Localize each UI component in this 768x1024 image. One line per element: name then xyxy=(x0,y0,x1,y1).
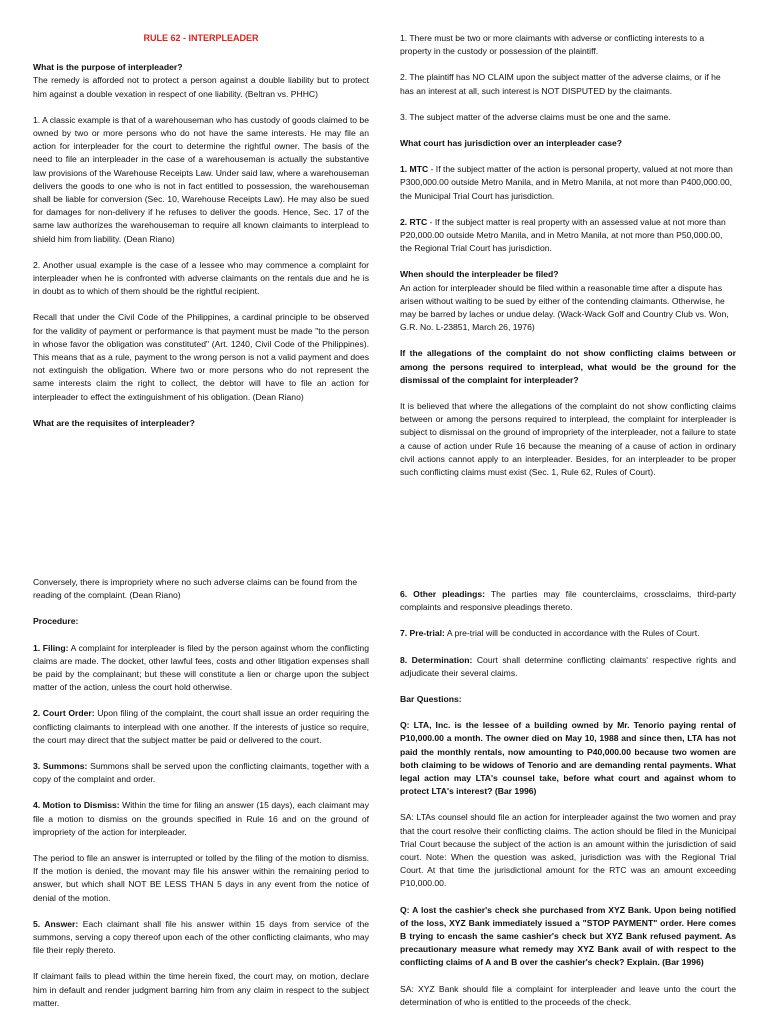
page1-left-column xyxy=(33,32,369,430)
pre-trial-text: A pre-trial will be conducted in accordance with the Rules of Court. xyxy=(444,628,700,639)
summons-text: Summons shall be served upon the conflicting claimants, together with a copy of the complaint and order. xyxy=(33,761,369,785)
bar-answer-2: SA: XYZ Bank should file a complaint for interpleader and leave unto the court the determination of who is entitled to the proceeds of the check. xyxy=(400,983,736,1007)
other-pleadings-label: 6. Other pleadings: xyxy=(400,589,486,599)
court-order-text: Upon filing of the complaint, the court shall issue an order requiring the conflicting claimants to interplead with one another. If the interests of justice so require, the court may direct that the subject matter be paid or delivered to the court. xyxy=(33,708,369,745)
summons-label: 3. Summons: xyxy=(33,761,88,772)
rtc-text: - If the subject matter is real property with an assessed value at not more than P20,000.00 outside Metro Manila, and in Metro Manila, at not more than P50,000.00, the Regional Trial Court has jurisdiction. xyxy=(400,216,726,254)
filing-label: 1. Filing: xyxy=(33,642,69,653)
requisite-1: 1. There must be two or more claimants with adverse or conflicting interests to a property in the custody or possession of the plaintiff. xyxy=(400,33,705,57)
page2-left-column xyxy=(33,576,369,1023)
other-pleadings-text: The parties may file counterclaims, crossclaims, third-party complaints and responsive pleadings thereto. xyxy=(400,589,736,613)
step-pre-trial xyxy=(400,627,736,640)
requisite-2: 2. The plaintiff has NO CLAIM upon the subject matter of the adverse claims, or if he has an interest at all, such interest is NOT DISPUTED by the claimants. xyxy=(400,72,721,96)
civil-code-paragraph: Recall that under the Civil Code of the Philippines, a cardinal principle to be observed for the validity of payment or performance is that payment must be made "to the person in whose favor the obligation was constituted" (Art. 1240, Civil Code of the Philippines). This means that as a rule, payment to the wrong person is not a valid payment and does not extinguish the obligation. Where two or more persons who do not represent the same interests claim the right to collect, the debtor will have to file an action for interpleader to effect the extinguishment of his obligation. (Dean Riano) xyxy=(33,312,369,402)
mtc-text: - If the subject matter of the action is personal property, valued at not more than P300,000.00 outside Metro Manila, and in Metro Manila, at not more than P400,000.00, the Municipal Trial Court has jurisdiction. xyxy=(400,164,733,201)
page1-right-column xyxy=(400,32,736,492)
bar-question-2: Q: A lost the cashier's check she purchased from XYZ Bank. Upon being notified of the loss, XYZ Bank immediately issued a "STOP PAYMENT" order. Here comes B trying to encash the same cashier's check but XYZ Bank refused payment. As precautionary measure what remedy may XYZ Bank avail of with respect to the conflicting claims of A and B over the cashier's check? Explain. (Bar 1996) xyxy=(400,904,736,968)
default-paragraph: If claimant fails to plead within the time herein fixed, the court may, on motion, declare him in default and render judgment barring him from any claim in respect to the subject matter. xyxy=(33,971,369,1008)
purpose-answer: The remedy is afforded not to protect a person against a double liability but to protect him against a double vexation in respect of one liability. (Beltran vs. PHHC) xyxy=(33,75,369,99)
pre-trial-label: 7. Pre-trial: xyxy=(400,628,445,639)
rtc-jurisdiction xyxy=(400,216,736,256)
mtc-jurisdiction xyxy=(400,163,736,203)
when-question: When should the interpleader be filed? xyxy=(400,269,559,280)
dismissal-answer: It is believed that where the allegations of the complaint do not show conflicting claims between or among the persons required to interplead, the complaint for interpleader is subject to dismissal on the ground of impropriety of the interpleader, not a failure to state a cause of action under Rule 16 because the meaning of a cause of action in ordinary civil actions cannot apply to an interpleader. Besides, for an interpleader to be proper such conflicting claims must exist (Sec. 1, Rule 62, Rules of Court). xyxy=(400,401,736,478)
mtc-label: 1. MTC xyxy=(400,164,429,175)
step-other-pleadings xyxy=(400,588,736,614)
determination-label: 8. Determination: xyxy=(400,654,473,665)
procedure-heading: Procedure: xyxy=(33,616,79,627)
period-paragraph: The period to file an answer is interrupted or tolled by the filing of the motion to dismiss. If the motion is denied, the movant may file his answer within the remaining period to answer, but which shall NOT BE LESS THAN 5 days in any event from the notice of denial of the motion. xyxy=(33,853,369,903)
motion-text: Within the time for filing an answer (15 days), each claimant may file a motion to dismiss on the grounds specified in Rule 16 and on the ground of impropriety of the action for interpleader. xyxy=(33,800,370,837)
conversely-paragraph: Conversely, there is impropriety where no such adverse claims can be found from the reading of the complaint. (Dean Riano) xyxy=(33,577,358,601)
warehouseman-paragraph: 1. A classic example is that of a warehouseman who has custody of goods claimed to be owned by two or more persons who do not have the same interests. He may file an action for interpleader for the court to determine the rightful owner. The basis of the need to file an interpleader in the case of a warehouseman is actually the substantive law provisions of the Warehouse Receipts Law. Under said law, where a warehouseman delivers the goods to one who is not in fact entitled to possession, the warehouseman shall be liable for conversion (Sec. 10, Warehouse Receipts Law). He may also be sued for damages for non-delivery if he refuses to deliver the goods. Hence, Sec. 17 of the same law authorizes the warehouseman to require all known claimants to interplead to shield him from liability. (Dean Riano) xyxy=(33,114,369,244)
bar-questions-heading: Bar Questions: xyxy=(400,694,462,705)
step-court-order xyxy=(33,707,369,747)
answer-text: Each claimant shall file his answer within 15 days from service of the summons, serving a copy thereof upon each of the other conflicting claimants, who may file their reply thereto. xyxy=(33,918,369,956)
jurisdiction-question: What court has jurisdiction over an interpleader case? xyxy=(400,138,623,149)
when-answer: An action for interpleader should be filed within a reasonable time after a dispute has arisen without waiting to be sued by either of the contending claimants. Otherwise, he may be barred by laches or undue delay. (Wack-Wack Golf and Country Club vs. Won, G.R. No. L-23851, March 26, 1976) xyxy=(400,282,729,333)
requisite-3: 3. The subject matter of the adverse claims must be one and the same. xyxy=(400,111,671,122)
purpose-question: What is the purpose of interpleader? xyxy=(33,62,183,73)
page2-right-column xyxy=(400,588,736,1022)
bar-question-1: Q: LTA, Inc. is the lessee of a building owned by Mr. Tenorio paying rental of P10,000.00 a month. The owner died on May 10, 1988 and since then, LTA has not paid the monthly rentals, now amounting to P40,000.00 because two women are both claiming to be widows of Tenorio and are demanding rental payments. What legal action may LTA's counsel take, before what court and against whom to protect LTA's interest? (Bar 1996) xyxy=(400,720,736,797)
requisites-question: What are the requisites of interpleader? xyxy=(33,417,195,428)
filing-text: A complaint for interpleader is filed by the person against whom the conflicting claims are made. The docket, other lawful fees, costs and other litigation expenses shall be paid by the complainant; but these will constitute a lien or charge upon the subject matter of the action, unless the court hold otherwise. xyxy=(33,642,369,693)
answer-label: 5. Answer: xyxy=(33,918,79,929)
determination-text: Court shall determine conflicting claimants' respective rights and adjudicate their several claims. xyxy=(400,654,736,678)
court-order-label: 2. Court Order: xyxy=(33,708,95,719)
step-determination xyxy=(400,654,736,680)
lessee-paragraph: 2. Another usual example is the case of a lessee who may commence a complaint for interpleader when he is confronted with adverse claimants on the rentals due and he is in doubt as to which of them should be the rightful recipient. xyxy=(33,259,369,297)
page-title: RULE 62 - INTERPLEADER xyxy=(143,33,259,43)
bar-answer-1: SA: LTAs counsel should file an action for interpleader against the two women and pray that the court resolve their conflicting claims. The action should be filed in the Municipal Trial Court because the subject of the action is an amount within the jurisdiction of said court. Note: When the question was asked, jurisdiction was with the Regional Trial Court. At that time the jurisdictional amount for the RTC was an amount exceeding P10,000.00. xyxy=(400,812,736,889)
step-motion-to-dismiss xyxy=(33,799,369,839)
rtc-label: 2. RTC xyxy=(400,216,428,227)
step-answer xyxy=(33,918,369,958)
step-summons xyxy=(33,760,369,786)
dismissal-question: If the allegations of the complaint do not show conflicting claims between or among the persons required to interplead, what would be the ground for the dismissal of the complaint for interpleader? xyxy=(400,348,736,385)
step-filing xyxy=(33,642,369,695)
motion-label: 4. Motion to Dismiss: xyxy=(33,800,120,811)
